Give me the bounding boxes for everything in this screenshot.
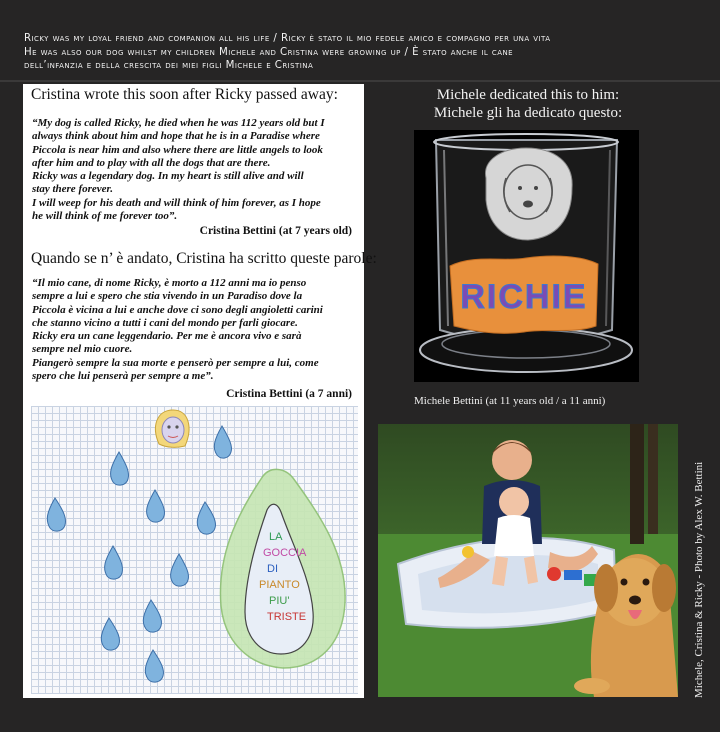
quote-line: Ricky era un cane leggendario. Per me è ancora vivo e sarà <box>32 330 302 343</box>
header-line-2: He was also our dog whilst my children Michele and Cristina were growing up / È stato anche il cane <box>24 46 514 58</box>
quote-line: stay there forever. <box>32 183 113 196</box>
quote-line: sempre a lui e spero che stia vivendo in un Paradiso dove la <box>32 290 303 303</box>
quote-line: after him and to play with all the dogs that are there. <box>32 156 271 169</box>
quote-italian <box>32 277 360 383</box>
quote-line: Piangerò sempre la sua morte e penserò per sempre a lui, come <box>32 356 319 369</box>
left-panel <box>23 84 377 698</box>
glass-illustration <box>414 130 639 382</box>
drawing-word: PIANTO <box>259 579 300 591</box>
dog-portrait-icon <box>485 148 572 240</box>
drawing-illustration <box>31 406 358 694</box>
header-line-1: Ricky was my loyal friend and companion all his life / Ricky è stato il mio fedele amico e compagno per una vita <box>24 33 551 44</box>
intro-italian: Quando se n’ è andato, Cristina ha scritto queste parole: <box>31 250 377 267</box>
family-photo <box>378 424 678 697</box>
intro-english: Cristina wrote this soon after Ricky passed away: <box>31 86 338 103</box>
drawing-word: LA <box>269 531 283 543</box>
quote-line: sempre nel mio cuore. <box>32 343 133 356</box>
quote-line: always think about him and hope that he is in a Paradise where <box>32 130 320 143</box>
header-line-3: dell’infanzia e della crescita dei miei figli Michele e Cristina <box>24 60 314 71</box>
quote-line: “Il mio cane, di nome Ricky, è morto a 112 anni ma io penso <box>32 277 307 289</box>
drawing-word: DI <box>267 563 278 575</box>
glass-photo <box>414 130 639 382</box>
drawing-word: PIU' <box>269 595 290 607</box>
photo-illustration <box>378 424 678 697</box>
header-text <box>24 32 714 73</box>
quote-line: Piccola è vicina a lui e anche dove ci sono degli angioletti carini <box>32 303 323 316</box>
dedication-italian: Michele gli ha dedicato questo: <box>433 105 623 121</box>
quote-line: spero che lui penserà per sempre a me”. <box>32 370 214 383</box>
leaf-icon <box>220 469 345 668</box>
signature-english: Cristina Bettini (at 7 years old) <box>199 225 352 237</box>
signature-italian: Cristina Bettini (a 7 anni) <box>226 388 352 400</box>
drawing-word: GOCCIA <box>263 547 307 559</box>
tree-icon <box>630 424 658 544</box>
child-drawing <box>31 406 358 694</box>
photo-credit: Michele, Cristina & Ricky - Photo by Alex W. Bettini <box>693 461 705 698</box>
quote-line: che stanno vicino a tutti i cani del mondo per farli giocare. <box>32 316 298 329</box>
header-divider <box>0 80 720 82</box>
quote-line: I will weep for his death and will think of him forever, as I hope <box>32 196 321 209</box>
glass-name-text: RICHIE <box>460 278 588 316</box>
quote-line: he will think of me forever too”. <box>32 210 178 223</box>
name-label <box>450 256 598 333</box>
quote-line: Piccola is near him and also where there are little angels to look <box>32 143 323 156</box>
dedication-english: Michele dedicated this to him: <box>436 87 620 103</box>
caption-michele: Michele Bettini (at 11 years old / a 11 anni) <box>414 395 606 407</box>
quote-line: “My dog is called Ricky, he died when he was 112 years old but I <box>32 117 325 129</box>
quote-english <box>32 117 360 223</box>
teardrop-icons <box>47 426 231 682</box>
quote-line: Ricky was a legendary dog. In my heart is still alive and will <box>32 170 304 183</box>
drawing-word: TRISTE <box>267 611 307 623</box>
girl-face-icon <box>155 410 189 447</box>
